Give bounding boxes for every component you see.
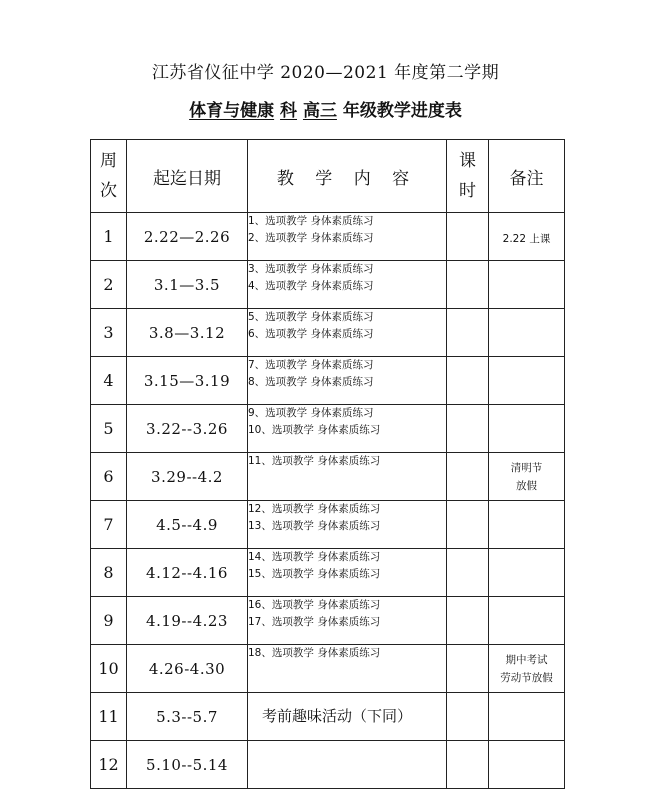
table-row xyxy=(91,261,565,309)
content-cell xyxy=(248,501,447,549)
dates-cell: 4.26-4.30 xyxy=(127,645,248,693)
table-row xyxy=(91,501,565,549)
notes-cell xyxy=(489,597,565,645)
notes-cell xyxy=(489,501,565,549)
content-cell xyxy=(248,405,447,453)
content-line: 5、选项教学 身体素质练习 xyxy=(248,311,374,323)
content-line: 17、选项教学 身体素质练习 xyxy=(248,616,381,628)
week-cell: 12 xyxy=(91,741,127,789)
note-line: 2.22 上课 xyxy=(502,233,551,245)
content-cell xyxy=(248,309,447,357)
dates-cell: 2.22—2.26 xyxy=(127,213,248,261)
week-cell: 3 xyxy=(91,309,127,357)
table-row xyxy=(91,453,565,501)
header-hours-top: 课 xyxy=(459,151,476,171)
week-cell: 9 xyxy=(91,597,127,645)
table-title-suffix: 年级教学进度表 xyxy=(342,101,462,121)
subject-name: 体育与健康 xyxy=(189,101,275,121)
dates-cell: 3.22--3.26 xyxy=(127,405,248,453)
table-row xyxy=(91,405,565,453)
content-line: 4、选项教学 身体素质练习 xyxy=(248,280,374,292)
notes-cell xyxy=(489,645,565,693)
table-title xyxy=(0,96,651,121)
week-cell: 11 xyxy=(91,693,127,741)
header-content: 教 学 内 容 xyxy=(248,140,447,213)
notes-cell xyxy=(489,693,565,741)
content-cell xyxy=(248,549,447,597)
content-line: 11、选项教学 身体素质练习 xyxy=(248,455,381,467)
content-line: 18、选项教学 身体素质练习 xyxy=(248,647,381,659)
header-hours xyxy=(447,140,489,213)
table-row xyxy=(91,309,565,357)
hours-cell xyxy=(447,501,489,549)
hours-cell xyxy=(447,453,489,501)
header-notes: 备注 xyxy=(489,140,565,213)
notes-cell xyxy=(489,741,565,789)
content-cell xyxy=(248,453,447,501)
note-line: 放假 xyxy=(516,479,537,492)
notes-cell xyxy=(489,357,565,405)
table-row xyxy=(91,357,565,405)
header-hours-bottom: 时 xyxy=(459,181,476,201)
hours-cell xyxy=(447,261,489,309)
content-line: 10、选项教学 身体素质练习 xyxy=(248,424,381,436)
note-line: 劳动节放假 xyxy=(500,671,553,684)
week-cell: 4 xyxy=(91,357,127,405)
hours-cell xyxy=(447,693,489,741)
table-row xyxy=(91,645,565,693)
notes-cell xyxy=(489,549,565,597)
week-cell: 5 xyxy=(91,405,127,453)
week-cell: 2 xyxy=(91,261,127,309)
hours-cell xyxy=(447,549,489,597)
header-week-top: 周 xyxy=(100,151,117,171)
hours-cell xyxy=(447,645,489,693)
table-row xyxy=(91,549,565,597)
content-cell xyxy=(248,597,447,645)
notes-cell xyxy=(489,309,565,357)
dates-cell: 3.15—3.19 xyxy=(127,357,248,405)
content-line: 考前趣味活动（下同） xyxy=(262,707,413,725)
dates-cell: 3.29--4.2 xyxy=(127,453,248,501)
week-cell: 10 xyxy=(91,645,127,693)
table-row xyxy=(91,693,565,741)
week-cell: 1 xyxy=(91,213,127,261)
content-line: 9、选项教学 身体素质练习 xyxy=(248,407,374,419)
week-cell: 7 xyxy=(91,501,127,549)
content-cell xyxy=(248,213,447,261)
content-line: 8、选项教学 身体素质练习 xyxy=(248,376,374,388)
table-row xyxy=(91,741,565,789)
content-line: 6、选项教学 身体素质练习 xyxy=(248,328,374,340)
header-row xyxy=(91,140,565,213)
content-cell xyxy=(248,357,447,405)
content-cell xyxy=(248,645,447,693)
note-line: 清明节 xyxy=(510,461,543,474)
content-line: 15、选项教学 身体素质练习 xyxy=(248,568,381,580)
subject-label: 科 xyxy=(280,101,298,121)
dates-cell: 4.19--4.23 xyxy=(127,597,248,645)
dates-cell: 3.8—3.12 xyxy=(127,309,248,357)
dates-cell: 4.12--4.16 xyxy=(127,549,248,597)
header-week xyxy=(91,140,127,213)
content-cell xyxy=(248,741,447,789)
content-line: 1、选项教学 身体素质练习 xyxy=(248,215,374,227)
notes-cell xyxy=(489,453,565,501)
content-line: 3、选项教学 身体素质练习 xyxy=(248,263,374,275)
hours-cell xyxy=(447,357,489,405)
content-line: 12、选项教学 身体素质练习 xyxy=(248,503,381,515)
hours-cell xyxy=(447,597,489,645)
content-line: 7、选项教学 身体素质练习 xyxy=(248,359,374,371)
dates-cell: 4.5--4.9 xyxy=(127,501,248,549)
hours-cell xyxy=(447,405,489,453)
dates-cell: 5.10--5.14 xyxy=(127,741,248,789)
header-week-bottom: 次 xyxy=(100,181,117,201)
table-row xyxy=(91,597,565,645)
content-cell xyxy=(248,261,447,309)
content-line: 2、选项教学 身体素质练习 xyxy=(248,232,374,244)
notes-cell xyxy=(489,213,565,261)
note-line: 期中考试 xyxy=(505,653,548,666)
week-cell: 8 xyxy=(91,549,127,597)
schedule-table xyxy=(90,139,565,789)
hours-cell xyxy=(447,309,489,357)
dates-cell: 3.1—3.5 xyxy=(127,261,248,309)
week-cell: 6 xyxy=(91,453,127,501)
content-line: 14、选项教学 身体素质练习 xyxy=(248,551,381,563)
notes-cell xyxy=(489,261,565,309)
hours-cell xyxy=(447,213,489,261)
document-title: 江苏省仪征中学 2020—2021 年度第二学期 xyxy=(151,63,500,83)
header-dates: 起迄日期 xyxy=(127,140,248,213)
hours-cell xyxy=(447,741,489,789)
content-line: 13、选项教学 身体素质练习 xyxy=(248,520,381,532)
notes-cell xyxy=(489,405,565,453)
dates-cell: 5.3--5.7 xyxy=(127,693,248,741)
content-cell xyxy=(248,693,447,741)
content-line: 16、选项教学 身体素质练习 xyxy=(248,599,381,611)
table-row xyxy=(91,213,565,261)
grade-name: 高三 xyxy=(302,101,337,121)
